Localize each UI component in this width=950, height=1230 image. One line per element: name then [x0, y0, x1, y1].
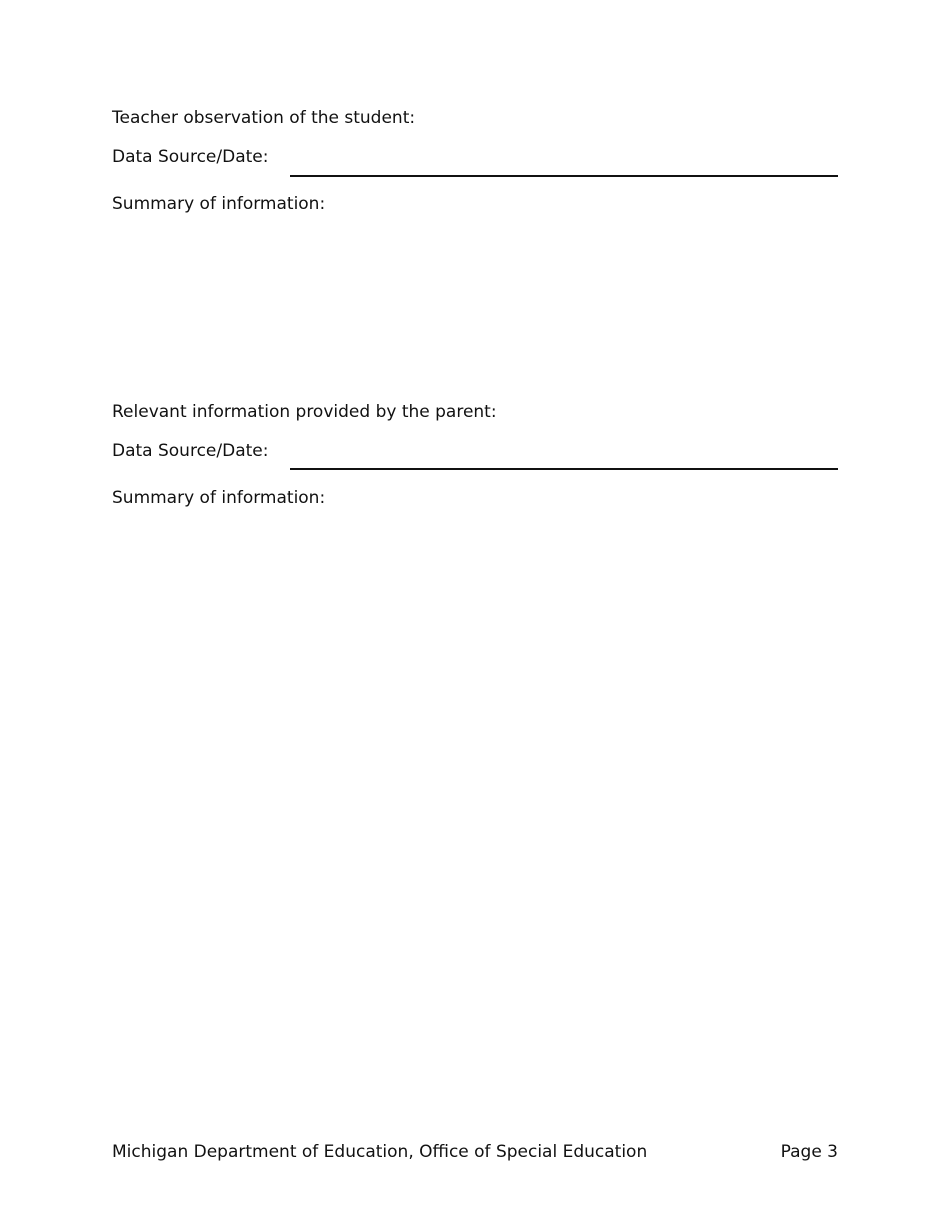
- footer-organization: Michigan Department of Education, Office of Special Education: [112, 1142, 648, 1162]
- parent-summary-label: Summary of information:: [112, 488, 326, 508]
- teacher-data-source-label: Data Source/Date:: [112, 147, 269, 167]
- teacher-observation-heading: Teacher observation of the student:: [112, 108, 416, 128]
- parent-summary-field[interactable]: [112, 516, 838, 1116]
- parent-data-source-label: Data Source/Date:: [112, 441, 269, 461]
- parent-information-heading: Relevant information provided by the parent:: [112, 402, 497, 422]
- parent-data-source-field[interactable]: [290, 468, 838, 470]
- teacher-summary-field[interactable]: [112, 222, 838, 392]
- footer-page-number: Page 3: [780, 1142, 838, 1162]
- teacher-data-source-field[interactable]: [290, 175, 838, 177]
- teacher-summary-label: Summary of information:: [112, 194, 326, 214]
